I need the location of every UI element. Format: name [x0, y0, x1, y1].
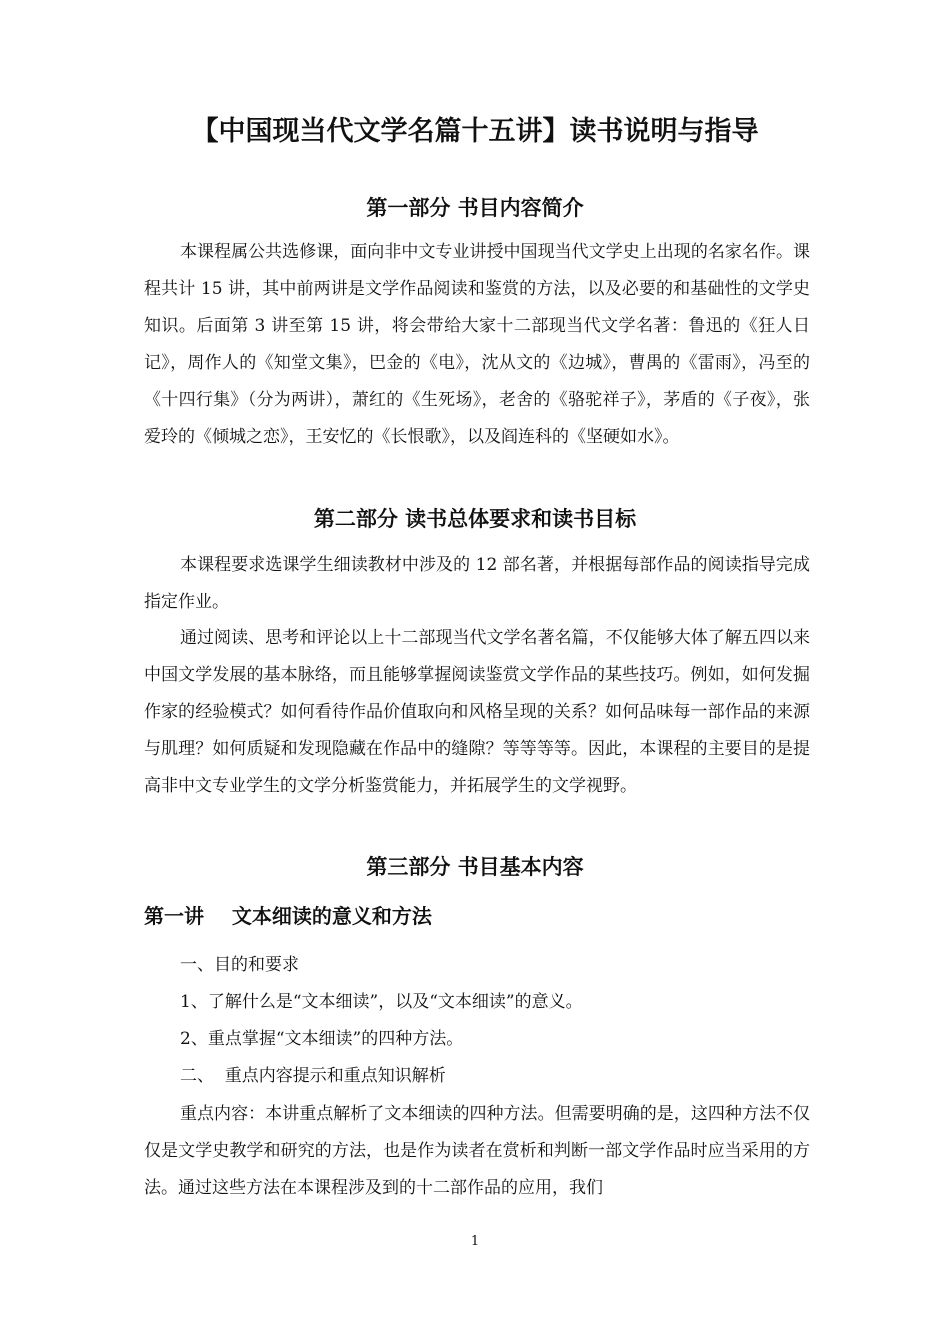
lecture1-item-objectives: 一、目的和要求 — [180, 955, 299, 975]
lecture1-item-key-points: 二、 重点内容提示和重点知识解析 — [180, 1066, 446, 1086]
document-title: 【中国现当代文学名篇十五讲】读书说明与指导 — [191, 116, 759, 147]
part2-paragraph-1: 本课程要求选课学生细读教材中涉及的 12 部名著，并根据每部作品的阅读指导完成指定作业。 — [144, 555, 810, 612]
part3-heading: 第三部分 书目基本内容 — [366, 855, 584, 879]
page-number: 1 — [470, 1234, 480, 1249]
part1-heading: 第一部分 书目内容简介 — [366, 196, 584, 220]
lecture1-paragraph: 重点内容：本讲重点解析了文本细读的四种方法。但需要明确的是，这四种方法不仅仅是文学史教学和研究的方法，也是作为读者在赏析和判断一部文学作品时应当采用的方法。通过这些方法在本课程涉及到的十二部作品的应用，我们 — [144, 1104, 810, 1198]
part2-paragraph-2: 通过阅读、思考和评论以上十二部现当代文学名著名篇，不仅能够大体了解五四以来中国文学发展的基本脉络，而且能够掌握阅读鉴赏文学作品的某些技巧。例如，如何发掘作家的经验模式？如何看待作品价值取向和风格呈现的关系？如何品味每一部作品的来源与肌理？如何质疑和发现隐藏在作品中的缝隙？等等等等。因此，本课程的主要目的是提高非中文专业学生的文学分析鉴赏能力，并拓展学生的文学视野。 — [144, 628, 810, 796]
lecture1-item-1: 1、了解什么是“文本细读”，以及“文本细读”的意义。 — [180, 992, 583, 1012]
lecture1-item-2: 2、重点掌握“文本细读”的四种方法。 — [180, 1029, 464, 1049]
part1-paragraph: 本课程属公共选修课，面向非中文专业讲授中国现当代文学史上出现的名家名作。课程共计 15 讲，其中前两讲是文学作品阅读和鉴赏的方法，以及必要的和基础性的文学史知识。后面第 3 讲至第 15 讲，将会带给大家十二部现当代文学名著：鲁迅的《狂人日记》，周作人的《知堂文集》，巴金的《电》，沈从文的《边城》，曹禺的《雷雨》，冯至的《十四行集》（分为两讲），萧红的《生死场》，老舍的《骆驼祥子》，茅盾的《子夜》，张爱玲的《倾城之恋》，王安忆的《长恨歌》，以及阎连科的《坚硬如水》。 — [144, 242, 810, 447]
part2-heading: 第二部分 读书总体要求和读书目标 — [313, 507, 637, 531]
lecture1-title: 第一讲 文本细读的意义和方法 — [144, 904, 432, 928]
